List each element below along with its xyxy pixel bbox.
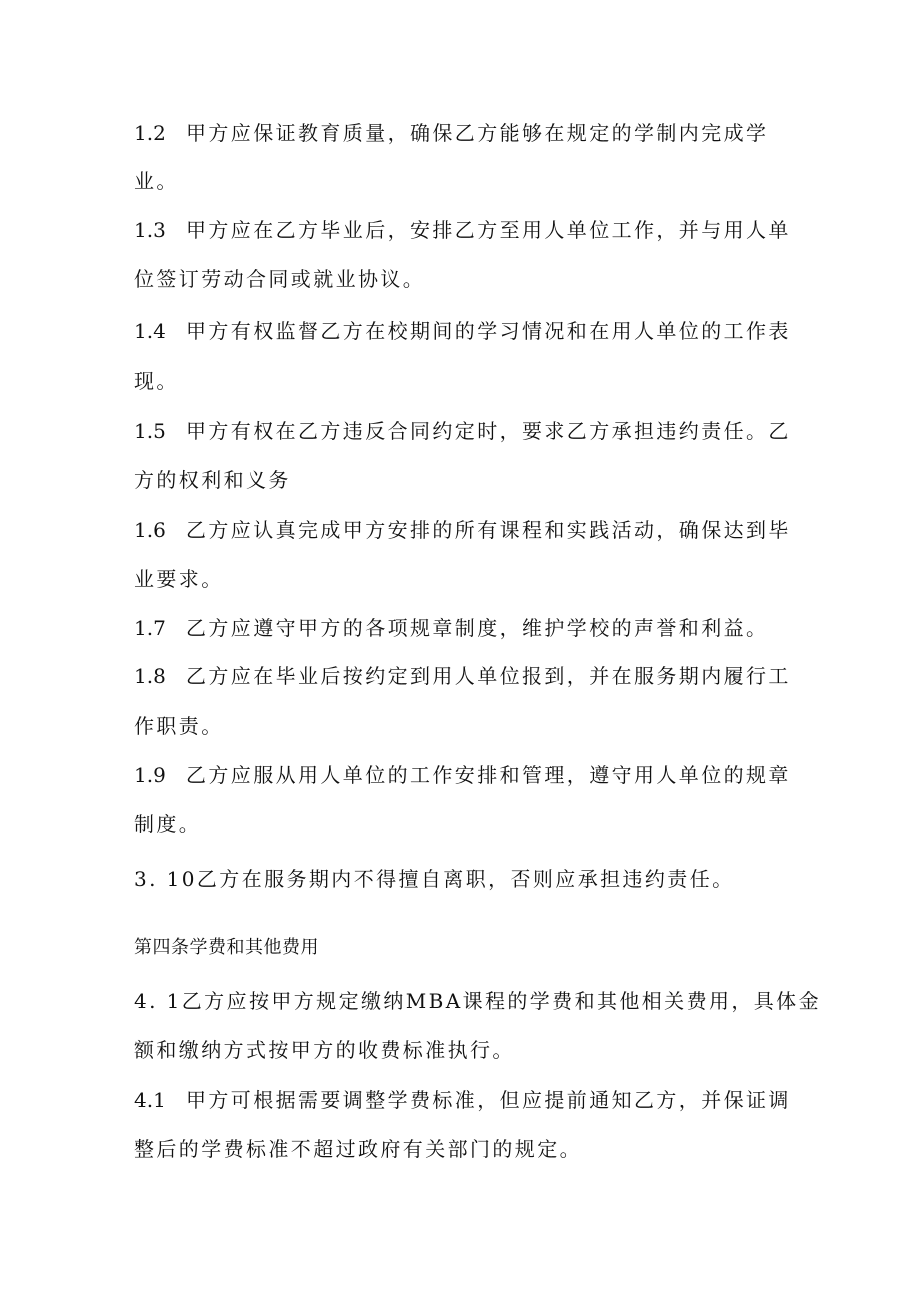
clause-number: 1.7	[134, 616, 166, 640]
clause-1-7-line-1	[134, 614, 768, 642]
clause-text: 甲方应保证教育质量，确保乙方能够在规定的学制内完成学	[186, 121, 769, 145]
clause-4-1b-line-2: 整后的学费标准不超过政府有关部门的规定。	[134, 1137, 582, 1161]
clause-1-4-line-1	[134, 317, 791, 345]
clause-text: 甲方有权监督乙方在校期间的学习情况和在用人单位的工作表	[186, 319, 791, 343]
clause-number: 4.1	[134, 1088, 166, 1112]
section-heading: 第四条学费和其他费用	[134, 937, 319, 958]
clause-1-8-line-1	[134, 662, 791, 690]
clause-number: 1.8	[134, 664, 166, 688]
clause-1-3-line-2: 位签订劳动合同或就业协议。	[134, 267, 426, 291]
clause-1-3-line-1	[134, 216, 791, 244]
clause-1-5-line-1	[134, 417, 791, 445]
clause-number: 1.9	[134, 763, 166, 787]
clause-text: 乙方应认真完成甲方安排的所有课程和实践活动，确保达到毕	[186, 518, 791, 542]
clause-4-1a-line-1: 4. 1乙方应按甲方规定缴纳MBA课程的学费和其他相关费用，具体金	[134, 989, 821, 1013]
clause-number: 1.3	[134, 218, 166, 242]
clause-1-2-line-1	[134, 119, 768, 147]
clause-number: 1.5	[134, 419, 166, 443]
clause-4-1a-line-2: 额和缴纳方式按甲方的收费标准执行。	[134, 1038, 515, 1062]
clause-1-9-line-2: 制度。	[134, 812, 202, 836]
clause-1-5-line-2: 方的权利和义务	[134, 468, 291, 492]
clause-3-10: 3. 10乙方在服务期内不得擅自离职，否则应承担违约责任。	[134, 867, 735, 891]
clause-text: 乙方应在毕业后按约定到用人单位报到，并在服务期内履行工	[186, 664, 791, 688]
clause-1-2-line-2: 业。	[134, 169, 179, 193]
clause-number: 1.2	[134, 121, 166, 145]
clause-text: 甲方应在乙方毕业后，安排乙方至用人单位工作，并与用人单	[186, 218, 791, 242]
clause-number: 1.6	[134, 518, 166, 542]
clause-text: 甲方可根据需要调整学费标准，但应提前通知乙方，并保证调	[186, 1088, 791, 1112]
clause-text: 乙方应遵守甲方的各项规章制度，维护学校的声誉和利益。	[186, 616, 769, 640]
clause-1-9-line-1	[134, 761, 791, 789]
clause-number: 1.4	[134, 319, 166, 343]
clause-1-6-line-1	[134, 516, 791, 544]
clause-text: 甲方有权在乙方违反合同约定时，要求乙方承担违约责任。乙	[186, 419, 791, 443]
clause-4-1b-line-1	[134, 1086, 791, 1114]
clause-1-8-line-2: 作职责。	[134, 714, 224, 738]
clause-text: 乙方应服从用人单位的工作安排和管理，遵守用人单位的规章	[186, 763, 791, 787]
clause-1-4-line-2: 现。	[134, 369, 179, 393]
clause-1-6-line-2: 业要求。	[134, 567, 224, 591]
